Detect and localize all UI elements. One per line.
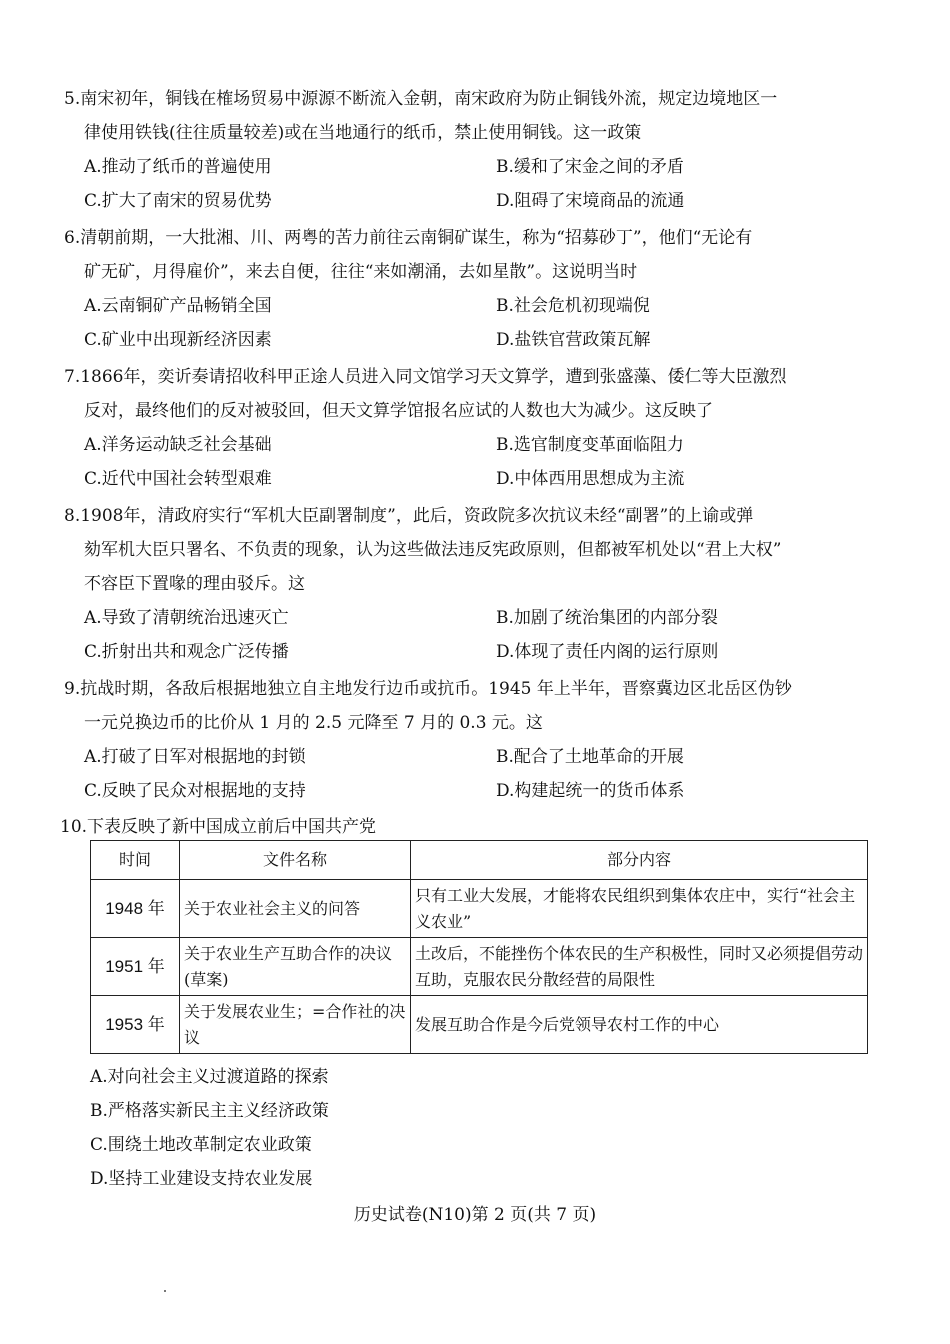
question-6-option-b: B.社会危机初现端倪 — [496, 296, 650, 316]
question-8-option-d: D.体现了责任内阁的运行原则 — [496, 642, 719, 662]
question-9-stem-line-1: 9.抗战时期，各敌后根据地独立自主地发行边币或抗币。1945 年上半年，晋察冀边区北岳区伪钞 — [64, 679, 792, 699]
question-6-option-d: D.盐铁官营政策瓦解 — [496, 330, 651, 350]
question-9-option-b: B.配合了土地革命的开展 — [496, 747, 684, 767]
table-header-document: 文件名称 — [180, 841, 411, 880]
question-6-stem-line-2: 矿无矿，月得雇价”，来去自便，往往“来如潮涌，去如星散”。这说明当时 — [84, 262, 638, 282]
question-7-stem-line-2: 反对，最终他们的反对被驳回，但天文算学馆报名应试的人数也大为减少。这反映了 — [84, 401, 713, 421]
question-6 — [64, 221, 884, 357]
question-9-options-row-2 — [64, 774, 884, 808]
question-10-option-c: C.围绕土地改革制定农业政策 — [90, 1135, 312, 1155]
table-cell-year: 1953 年 — [91, 996, 180, 1054]
table-cell-content: 土改后，不能挫伤个体农民的生产积极性，同时又必须提倡劳动互助，克服农民分散经营的局限性 — [411, 938, 868, 996]
question-6-options-row-1 — [64, 289, 884, 323]
table-cell-document: 关于农业社会主义的问答 — [180, 880, 411, 938]
table-header-content: 部分内容 — [411, 841, 868, 880]
question-10-table — [90, 840, 868, 1054]
question-8-options-row-1 — [64, 601, 884, 635]
question-10-option-a: A.对向社会主义过渡道路的探索 — [90, 1067, 329, 1087]
question-8-option-b: B.加剧了统治集团的内部分裂 — [496, 608, 718, 628]
table-row — [91, 938, 868, 996]
page-footer: 历史试卷(N10)第 2 页(共 7 页) — [353, 1205, 597, 1225]
question-8-option-c: C.折射出共和观念广泛传播 — [84, 642, 289, 662]
question-5-stem-line-2: 律使用铁钱(往往质量较差)或在当地通行的纸币，禁止使用铜钱。这一政策 — [84, 123, 642, 143]
table-cell-document: 关于农业生产互助合作的决议(草案) — [180, 938, 411, 996]
question-5-option-b: B.缓和了宋金之间的矛盾 — [496, 157, 684, 177]
question-5-option-a: A.推动了纸币的普遍使用 — [84, 157, 272, 177]
question-5-stem-line-1: 5.南宋初年，铜钱在榷场贸易中源源不断流入金朝，南宋政府为防止铜钱外流，规定边境地区一 — [64, 89, 778, 109]
question-8-stem-line-1: 8.1908年，清政府实行“军机大臣副署制度”，此后，资政院多次抗议未经“副署”的上谕或弹 — [64, 506, 754, 526]
question-5-options-row-1 — [64, 150, 884, 184]
question-6-options-row-2 — [64, 323, 884, 357]
question-7-options-row-2 — [64, 462, 884, 496]
question-5 — [64, 82, 884, 218]
question-7 — [64, 360, 884, 496]
question-10-stem — [60, 810, 880, 844]
table-header-time: 时间 — [91, 841, 180, 880]
question-5-option-d: D.阻碍了宋境商品的流通 — [496, 191, 685, 211]
table-header-row — [91, 841, 868, 880]
question-7-option-c: C.近代中国社会转型艰难 — [84, 469, 272, 489]
table-cell-year: 1948 年 — [91, 880, 180, 938]
question-9-stem-line-2: 一元兑换边币的比价从 1 月的 2.5 元降至 7 月的 0.3 元。这 — [84, 713, 543, 733]
question-8-option-a: A.导致了清朝统治迅速灭亡 — [84, 608, 289, 628]
table-cell-year: 1951 年 — [91, 938, 180, 996]
question-6-option-a: A.云南铜矿产品畅销全国 — [84, 296, 272, 316]
question-9-options-row-1 — [64, 740, 884, 774]
question-10-option-b: B.严格落实新民主主义经济政策 — [90, 1101, 329, 1121]
table-row — [91, 996, 868, 1054]
table-cell-document: 关于发展农业生；=合作社的决议 — [180, 996, 411, 1054]
table-row — [91, 880, 868, 938]
question-10-stem-line: 10.下表反映了新中国成立前后中国共产党 — [60, 817, 377, 837]
question-5-options-row-2 — [64, 184, 884, 218]
question-7-options-row-1 — [64, 428, 884, 462]
question-6-option-c: C.矿业中出现新经济因素 — [84, 330, 272, 350]
question-8-options-row-2 — [64, 635, 884, 669]
question-8-stem-line-2: 劾军机大臣只署名、不负责的现象，认为这些做法违反宪政原则，但都被军机处以“君上大权” — [84, 540, 782, 560]
question-9-option-a: A.打破了日军对根据地的封锁 — [84, 747, 306, 767]
question-7-stem-line-1: 7.1866年，奕䜣奏请招收科甲正途人员进入同文馆学习天文算学，遭到张盛藻、倭仁等大臣激烈 — [64, 367, 787, 387]
question-7-option-a: A.洋务运动缺乏社会基础 — [84, 435, 272, 455]
table-cell-content: 发展互助合作是今后党领导农村工作的中心 — [411, 996, 868, 1054]
question-9-option-d: D.构建起统一的货币体系 — [496, 781, 685, 801]
question-8-stem-line-3: 不容臣下置喙的理由驳斥。这 — [84, 574, 305, 594]
question-7-option-b: B.选官制度变革面临阻力 — [496, 435, 684, 455]
stray-dot — [164, 1290, 166, 1292]
question-8 — [64, 499, 884, 669]
question-9-option-c: C.反映了民众对根据地的支持 — [84, 781, 306, 801]
question-9 — [64, 672, 884, 808]
question-10-option-d: D.坚持工业建设支持农业发展 — [90, 1169, 313, 1189]
question-5-option-c: C.扩大了南宋的贸易优势 — [84, 191, 272, 211]
question-7-option-d: D.中体西用思想成为主流 — [496, 469, 685, 489]
table-cell-content: 只有工业大发展，才能将农民组织到集体农庄中，实行“社会主义农业” — [411, 880, 868, 938]
question-6-stem-line-1: 6.清朝前期，一大批湘、川、两粤的苦力前往云南铜矿谋生，称为“招募砂丁”，他们“无论有 — [64, 228, 753, 248]
